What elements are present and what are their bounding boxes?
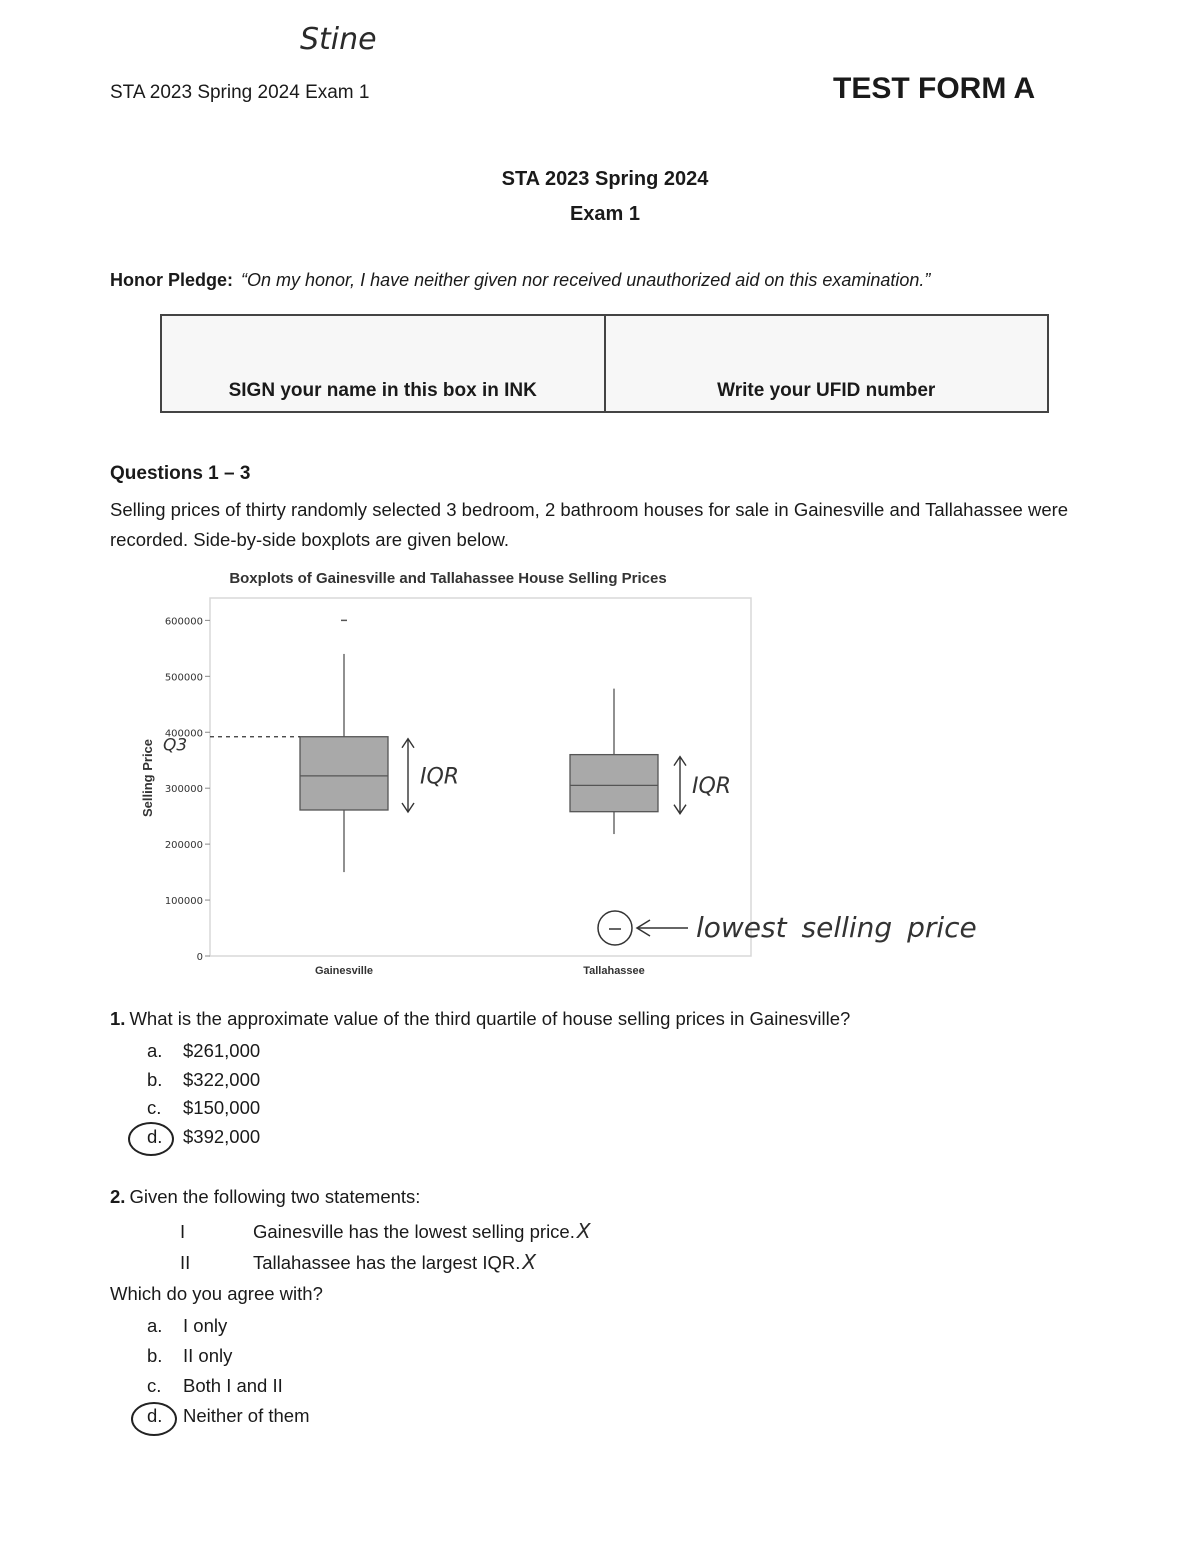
exam-title: STA 2023 Spring 2024 [501,168,709,190]
question-2-text: Given the following two statements: [129,1186,421,1207]
signature-cell[interactable]: SIGN your name in this box in INK [162,316,604,411]
y-axis-label: Selling Price [140,738,155,818]
y-tick-label: 400000 [164,728,203,740]
exam-subtitle: Exam 1 [569,203,641,225]
honor-text: “On my honor, I have neither given nor received unauthorized aid on this examination.” [241,270,931,290]
question-2-prompt: Which do you agree with? [110,1283,323,1304]
box-tallahassee [570,755,658,812]
option-letter: a. [147,1040,163,1061]
statement-ii [180,1250,536,1274]
signature-box [160,314,1049,413]
x-tick-label: Tallahassee [583,965,645,977]
option-text: Both I and II [183,1375,283,1396]
statement-i [180,1219,591,1243]
course-line: STA 2023 Spring 2024 Exam 1 [110,82,370,103]
q3-label: Q3 [163,735,188,756]
chart-title: Boxplots of Gainesville and Tallahassee House Selling Prices [229,570,667,587]
q1-option-c[interactable] [147,1097,260,1119]
y-tick-label: 200000 [164,840,203,852]
option-text: Neither of them [183,1405,310,1426]
x-tick-label: Gainesville [314,965,374,977]
option-text: $392,000 [183,1126,261,1147]
question-2 [110,1186,420,1208]
y-tick-label: 0 [196,952,203,963]
question-2-number: 2. [110,1186,126,1207]
x-mark: X [576,1219,591,1243]
q2-option-a[interactable] [147,1315,227,1337]
question-1-text: What is the approximate value of the third quartile of house selling prices in Gainesville? [129,1008,851,1029]
q2-option-c[interactable] [147,1375,283,1397]
iqr-tallahassee-label: IQR [692,774,732,800]
box-gainesville [300,737,388,810]
option-text: $150,000 [183,1097,261,1118]
option-letter: c. [147,1375,162,1396]
option-letter: d. [147,1126,163,1147]
honor-label: Honor Pledge: [110,270,234,290]
questions-intro: Selling prices of thirty randomly selected 3 bedroom, 2 bathroom houses for sale in Gainesville and Tallahassee were recorded. Side-by-side boxplots are given below. [110,499,1069,550]
y-tick-label: 500000 [164,672,203,684]
q2-option-b[interactable] [147,1345,232,1367]
option-text: $261,000 [183,1040,261,1061]
option-letter: c. [147,1097,162,1118]
x-mark: X [522,1250,537,1274]
questions-heading: Questions 1 – 3 [110,463,251,484]
test-form-label: TEST FORM A [833,72,1036,105]
option-text: $322,000 [183,1069,261,1090]
handwritten-name: Stine [300,22,377,57]
statement-text: Tallahassee has the largest IQR. [253,1252,521,1273]
option-text: I only [183,1315,228,1336]
y-tick-label: 600000 [164,616,203,628]
y-tick-label: 300000 [164,784,203,796]
question-1-number: 1. [110,1008,126,1029]
option-letter: a. [147,1315,163,1336]
lowest-price-note: lowest selling price [696,911,977,944]
y-tick-label: 100000 [164,896,203,908]
q1-option-a[interactable] [147,1040,260,1062]
option-letter: b. [147,1069,163,1090]
statement-number: I [180,1221,186,1242]
option-text: II only [183,1345,233,1366]
question-1 [110,1008,850,1030]
q1-option-b[interactable] [147,1069,260,1091]
q1-answer-circle [128,1122,174,1156]
statement-text: Gainesville has the lowest selling price. [253,1221,575,1242]
iqr-gainesville-label: IQR [420,764,460,790]
option-letter: d. [147,1405,163,1426]
statement-number: II [180,1252,191,1273]
option-letter: b. [147,1345,163,1366]
boxplot-chart [130,560,990,980]
honor-pledge [110,270,930,291]
ufid-cell[interactable]: Write your UFID number [604,316,1048,411]
plot-area [210,598,751,956]
q2-answer-circle [131,1402,177,1436]
